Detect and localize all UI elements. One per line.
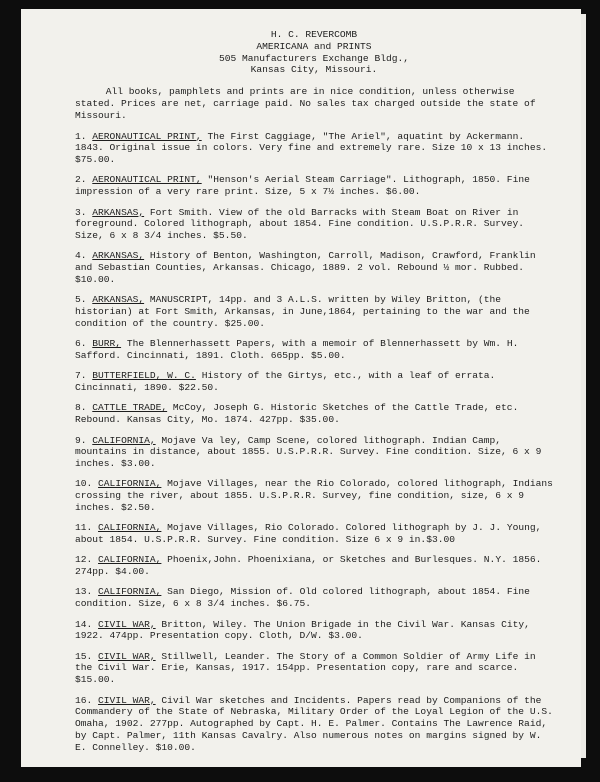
catalog-entry — [75, 402, 553, 426]
entry-text: McCoy, Joseph G. Historic Sketches of the Cattle Trade, etc. Rebound. Kansas City, Mo. 1874. 427pp. $35.00. — [75, 402, 519, 426]
entry-subject: ARKANSAS, — [92, 250, 145, 262]
entry-text: San Diego, Mission of. Old colored lithograph, about 1854. Fine condition. Size, 6 x 8 3/4 inches. $6.75. — [75, 586, 530, 610]
dealer-name: H. C. REVERCOMB — [270, 29, 358, 40]
dealer-specialty: AMERICANA and PRINTS — [256, 40, 372, 52]
entry-subject: CALIFORNIA, — [98, 586, 162, 598]
catalog-entry — [75, 619, 553, 643]
entry-text: Britton, Wiley. The Union Brigade in the Civil War. Kansas City, 1922. 474pp. Presentation copy. Cloth, D/W. $3.00. — [75, 618, 530, 642]
catalog-entry — [75, 370, 553, 394]
entry-subject: AERONAUTICAL PRINT, — [92, 174, 202, 186]
entry-number: 9. — [75, 434, 87, 446]
entry-text: History of the Girtys, etc., with a leaf of errata. Cincinnati, 1890. $22.50. — [75, 370, 496, 394]
entry-number: 16. — [75, 694, 93, 706]
entry-number: 2. — [75, 174, 87, 186]
entry-number: 11. — [75, 522, 93, 534]
catalog-entry — [75, 478, 553, 513]
entry-text: Mojave Va ley, Camp Scene, colored lithograph. Indian Camp, mountains in distance, about 1855. U.S.P.R.R. Survey. Fine condition. Size, 6 x 9 inches. $3.00. — [75, 434, 542, 470]
entry-subject: AERONAUTICAL PRINT, — [92, 130, 202, 142]
catalog-entry — [75, 554, 553, 578]
letterhead — [75, 29, 553, 76]
entry-number: 10. — [75, 478, 93, 490]
catalog-entry — [75, 651, 553, 686]
entry-subject: CIVIL WAR, — [98, 650, 156, 662]
catalog-entry — [75, 586, 553, 610]
entry-subject: CALIFORNIA, — [92, 434, 156, 446]
entry-number: 1. — [75, 130, 87, 142]
entry-number: 4. — [75, 250, 87, 262]
entry-text: Phoenix,John. Phoenixiana, or Sketches and Burlesques. N.Y. 1856. 274pp. $4.00. — [75, 554, 542, 578]
entry-text: Civil War sketches and Incidents. Papers read by Companions of the Commandery of the State of Nebraska, Military Order of the Loyal Legion of the U.S. Omaha, 1902. 277pp. Autographed by Capt. H. E. Palmer. Contains The Lawrence Raid, by Capt. Palmer, 11th Kansas Cavalry. Also numerous notes on margins signed by W. E. Connelley. $10.00. — [75, 694, 553, 753]
entry-number: 14. — [75, 618, 93, 630]
catalog-entry — [75, 174, 553, 198]
catalog-entry — [75, 522, 553, 546]
entry-number: 13. — [75, 586, 93, 598]
entry-subject: CIVIL WAR, — [98, 694, 156, 706]
entry-list — [75, 131, 553, 754]
entry-number: 12. — [75, 554, 93, 566]
entry-subject: CALIFORNIA, — [98, 478, 162, 490]
catalog-entry — [75, 131, 553, 166]
dealer-address: 505 Manufacturers Exchange Bldg., — [219, 52, 409, 64]
entry-subject: BURR, — [92, 338, 122, 350]
catalog-entry — [75, 695, 553, 754]
entry-number: 6. — [75, 338, 87, 350]
entry-text: Fort Smith. View of the old Barracks with Steam Boat on River in foreground. Colored lithograph, about 1854. Fine condition. U.S.P.R.R. Survey. Size, 6 x 8 3/4 inches. $5.50. — [75, 206, 525, 242]
catalog-entry — [75, 207, 553, 242]
entry-number: 5. — [75, 294, 87, 306]
catalog-entry — [75, 338, 553, 362]
entry-number: 7. — [75, 370, 87, 382]
entry-subject: CALIFORNIA, — [98, 522, 162, 534]
entry-subject: CATTLE TRADE, — [92, 402, 168, 414]
entry-text: Mojave Villages, near the Rio Colorado, colored lithograph, Indians crossing the river, about 1855. U.S.P.R.R. Survey, fine condition, size, 6 x 9 inches. $2.50. — [75, 478, 553, 513]
catalog-entry — [75, 294, 553, 329]
entry-number: 8. — [75, 402, 87, 414]
entry-subject: BUTTERFIELD, W. C. — [92, 370, 196, 382]
entry-text: MANUSCRIPT, 14pp. and 3 A.L.S. written by Wiley Britton, (the historian) at Fort Smith, Arkansas, in June,1864, pertaining to the war and the condition of the country. $25.00. — [75, 294, 530, 329]
entry-text: Stillwell, Leander. The Story of a Common Soldier of Army Life in the Civil War. Erie, Kansas, 1917. 154pp. Presentation copy, rare and scarce. $15.00. — [75, 650, 536, 686]
dealer-city: Kansas City, Missouri. — [250, 64, 378, 76]
entry-text: "Henson's Aerial Steam Carriage". Lithograph, 1850. Fine impression of a very rare print. Size, 5 x 7½ inches. $6.00. — [75, 174, 530, 198]
entry-number: 15. — [75, 650, 93, 662]
catalog-entry — [75, 250, 553, 285]
entry-subject: CIVIL WAR, — [98, 618, 156, 630]
intro-paragraph: All books, pamphlets and prints are in nice condition, unless otherwise stated. Prices are net, carriage paid. No sales tax charged outside the state of Missouri. — [75, 86, 536, 121]
entry-subject: ARKANSAS, — [92, 294, 145, 306]
entry-number: 3. — [75, 206, 87, 218]
entry-text: History of Benton, Washington, Carroll, Madison, Crawford, Franklin and Sebastian Counties, Arkansas. Chicago, 1889. 2 vol. Rebound ½ mor. Rubbed. $10.00. — [75, 250, 536, 286]
catalog-page — [21, 9, 581, 767]
catalog-entry — [75, 435, 553, 470]
entry-text: Mojave Villages, Rio Colorado. Colored lithograph by J. J. Young, about 1854. U.S.P.R.R. Survey. Fine condition. Size 6 x 9 in.$3.00 — [75, 522, 542, 546]
entry-text: The Blennerhassett Papers, with a memoir of Blennerhassett by Wm. H. Safford. Cincinnati, 1891. Cloth. 665pp. $5.00. — [75, 338, 519, 362]
entry-text: The First Caggiage, "The Ariel", aquatint by Ackermann. 1843. Original issue in colors. Very fine and extremely rare. Size 10 x 13 inches. $75.00. — [75, 130, 548, 166]
entry-subject: ARKANSAS, — [92, 206, 145, 218]
entry-subject: CALIFORNIA, — [98, 554, 162, 566]
